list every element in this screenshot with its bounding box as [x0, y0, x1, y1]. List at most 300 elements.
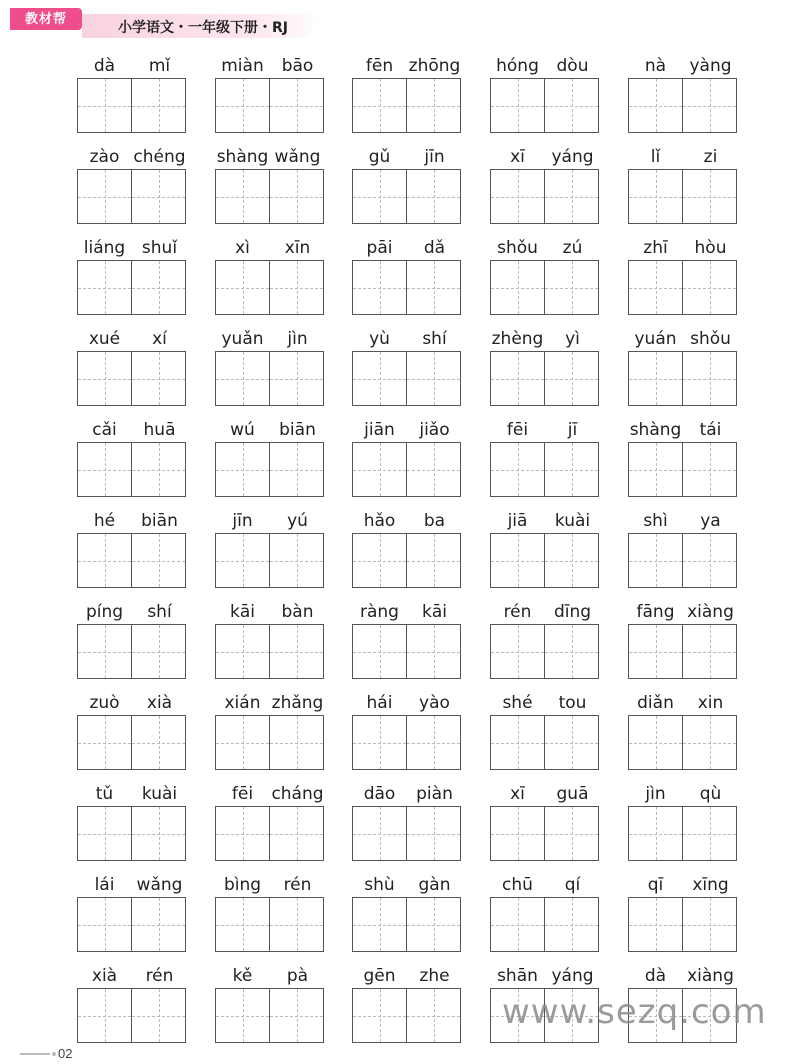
tianzige-box[interactable] [628, 351, 683, 406]
word-cell [628, 782, 738, 862]
word-cell [77, 236, 187, 316]
word-cell [77, 54, 187, 134]
pinyin-syllable: chéng [133, 147, 186, 167]
tianzige-box[interactable] [406, 806, 461, 861]
pinyin-syllable: nà [644, 56, 667, 76]
pinyin-syllable: yì [565, 329, 580, 349]
pinyin-syllable: guā [556, 784, 589, 804]
pinyin-row [215, 145, 325, 169]
pinyin-syllable: xīng [692, 875, 729, 895]
pinyin-syllable: dà [93, 56, 116, 76]
pinyin-syllable: fēn [365, 56, 394, 76]
pinyin-syllable: dǎ [423, 238, 446, 258]
tianzige-box[interactable] [269, 442, 324, 497]
pinyin-row [628, 509, 738, 533]
pinyin-syllable: cǎi [92, 420, 117, 440]
tianzige-box[interactable] [215, 442, 270, 497]
tianzige-box[interactable] [131, 169, 186, 224]
watermark: www.sezq.com [502, 992, 767, 1032]
word-cell [352, 691, 462, 771]
tianzige-box[interactable] [269, 806, 324, 861]
pinyin-row [77, 327, 187, 351]
tianzige-box[interactable] [406, 169, 461, 224]
tianzige-box[interactable] [215, 897, 270, 952]
tianzige-box[interactable] [131, 533, 186, 588]
pinyin-syllable: shàng [216, 147, 269, 167]
word-cell [215, 600, 325, 680]
pinyin-syllable: jìn [287, 329, 308, 349]
word-cell [352, 509, 462, 589]
tianzige-box[interactable] [682, 806, 737, 861]
pinyin-syllable: zào [89, 147, 120, 167]
word-cell [490, 873, 600, 953]
tianzige-box[interactable] [682, 351, 737, 406]
word-cell [77, 327, 187, 407]
tianzige-box[interactable] [406, 78, 461, 133]
pinyin-syllable: zhǎng [271, 693, 324, 713]
pinyin-row [352, 964, 462, 988]
pinyin-syllable: rén [145, 966, 174, 986]
tianzige-box[interactable] [490, 715, 545, 770]
tianzige-box[interactable] [490, 351, 545, 406]
pinyin-syllable: xià [146, 693, 173, 713]
pinyin-syllable: shuǐ [141, 238, 178, 258]
pinyin-syllable: zhèng [491, 329, 544, 349]
pinyin-syllable: yù [369, 329, 390, 349]
word-cell [628, 54, 738, 134]
tianzige-box[interactable] [131, 624, 186, 679]
pinyin-syllable: shé [502, 693, 533, 713]
tianzige-box[interactable] [269, 169, 324, 224]
pinyin-syllable: shí [147, 602, 172, 622]
tianzige-box[interactable] [628, 78, 683, 133]
pinyin-row [352, 782, 462, 806]
tianzige-box[interactable] [269, 624, 324, 679]
word-cell [628, 145, 738, 225]
pinyin-syllable: huā [143, 420, 176, 440]
word-cell [490, 418, 600, 498]
word-cell [215, 873, 325, 953]
pinyin-syllable: qí [564, 875, 581, 895]
pinyin-syllable: hái [366, 693, 393, 713]
pinyin-syllable: xià [91, 966, 118, 986]
tianzige-box[interactable] [406, 897, 461, 952]
pinyin-syllable: rén [503, 602, 532, 622]
pinyin-syllable: zhe [419, 966, 450, 986]
pinyin-row [490, 236, 600, 260]
tianzige-box[interactable] [77, 715, 132, 770]
tianzige-box[interactable] [682, 715, 737, 770]
tianzige-box[interactable] [77, 351, 132, 406]
pinyin-syllable: xīn [284, 238, 311, 258]
word-cell [490, 54, 600, 134]
pinyin-syllable: miàn [221, 56, 264, 76]
pinyin-syllable: píng [85, 602, 124, 622]
pinyin-row [352, 873, 462, 897]
tianzige-box[interactable] [628, 624, 683, 679]
tianzige-box[interactable] [544, 715, 599, 770]
pinyin-syllable: lái [94, 875, 115, 895]
tianzige-box[interactable] [544, 260, 599, 315]
pinyin-row [352, 54, 462, 78]
footer-dot [52, 1052, 56, 1056]
tianzige-box[interactable] [544, 78, 599, 133]
pinyin-row [215, 236, 325, 260]
tianzige-box[interactable] [269, 78, 324, 133]
word-cell [490, 782, 600, 862]
tianzige-box[interactable] [490, 897, 545, 952]
word-cell [215, 327, 325, 407]
pinyin-syllable: dāo [363, 784, 396, 804]
pinyin-syllable: xì [235, 238, 250, 258]
word-cell [490, 600, 600, 680]
tianzige-box[interactable] [131, 442, 186, 497]
tianzige-box[interactable] [352, 442, 407, 497]
pinyin-syllable: piàn [416, 784, 453, 804]
tianzige-box[interactable] [77, 533, 132, 588]
pinyin-row [490, 600, 600, 624]
tianzige-box[interactable] [269, 988, 324, 1043]
pinyin-syllable: zi [703, 147, 718, 167]
pinyin-syllable: shàng [629, 420, 682, 440]
word-cell [628, 418, 738, 498]
tianzige-box[interactable] [215, 624, 270, 679]
tianzige-box[interactable] [352, 351, 407, 406]
tianzige-box[interactable] [131, 897, 186, 952]
tianzige-box[interactable] [544, 624, 599, 679]
tianzige-box[interactable] [77, 806, 132, 861]
tianzige-box[interactable] [490, 260, 545, 315]
pinyin-syllable: tái [699, 420, 722, 440]
pinyin-syllable: kāi [230, 602, 255, 622]
tianzige-box[interactable] [77, 988, 132, 1043]
pinyin-row [215, 691, 325, 715]
tianzige-box[interactable] [490, 533, 545, 588]
pinyin-row [628, 964, 738, 988]
pinyin-syllable: bāo [281, 56, 314, 76]
tianzige-box[interactable] [352, 988, 407, 1043]
tianzige-box[interactable] [131, 715, 186, 770]
word-cell [352, 782, 462, 862]
pinyin-syllable: dà [644, 966, 667, 986]
pinyin-syllable: hóng [496, 56, 539, 76]
word-cell [490, 145, 600, 225]
tianzige-box[interactable] [406, 988, 461, 1043]
tianzige-box[interactable] [490, 78, 545, 133]
pinyin-syllable: kuài [141, 784, 178, 804]
tianzige-box[interactable] [269, 351, 324, 406]
word-cell [215, 145, 325, 225]
pinyin-syllable: pà [286, 966, 309, 986]
pinyin-row [77, 54, 187, 78]
pinyin-syllable: pāi [366, 238, 393, 258]
pinyin-syllable: jiǎo [419, 420, 450, 440]
pinyin-row [490, 54, 600, 78]
pinyin-row [77, 418, 187, 442]
pinyin-row [352, 327, 462, 351]
pinyin-syllable: diǎn [637, 693, 674, 713]
word-cell [352, 236, 462, 316]
pinyin-syllable: xī [510, 147, 525, 167]
word-cell [628, 691, 738, 771]
tianzige-box[interactable] [544, 351, 599, 406]
pinyin-syllable: yuán [634, 329, 677, 349]
tianzige-box[interactable] [215, 715, 270, 770]
tianzige-box[interactable] [77, 624, 132, 679]
pinyin-syllable: yú [287, 511, 308, 531]
page-title: 小学语文・一年级下册・RJ [118, 20, 288, 36]
pinyin-row [215, 873, 325, 897]
word-cell [77, 782, 187, 862]
pinyin-syllable: qī [647, 875, 664, 895]
pinyin-row [628, 600, 738, 624]
pinyin-row [490, 691, 600, 715]
tianzige-box[interactable] [406, 351, 461, 406]
tianzige-box[interactable] [269, 533, 324, 588]
tianzige-box[interactable] [215, 806, 270, 861]
pinyin-row [628, 873, 738, 897]
pinyin-row [215, 782, 325, 806]
pinyin-row [215, 964, 325, 988]
pinyin-row [490, 145, 600, 169]
pinyin-row [77, 691, 187, 715]
tianzige-box[interactable] [682, 78, 737, 133]
word-cell [352, 964, 462, 1044]
pinyin-syllable: zú [562, 238, 583, 258]
pinyin-syllable: hǎo [363, 511, 396, 531]
tianzige-box[interactable] [77, 442, 132, 497]
tianzige-box[interactable] [544, 897, 599, 952]
pinyin-row [215, 600, 325, 624]
pinyin-syllable: zuò [89, 693, 120, 713]
tianzige-box[interactable] [406, 533, 461, 588]
word-cell [77, 509, 187, 589]
pinyin-syllable: xin [697, 693, 724, 713]
tianzige-box[interactable] [628, 442, 683, 497]
pinyin-syllable: xián [224, 693, 261, 713]
word-cell [628, 873, 738, 953]
pinyin-syllable: ba [423, 511, 446, 531]
pinyin-syllable: jìn [645, 784, 666, 804]
tianzige-box[interactable] [352, 715, 407, 770]
pinyin-syllable: lǐ [650, 147, 661, 167]
tianzige-box[interactable] [352, 624, 407, 679]
tianzige-box[interactable] [682, 897, 737, 952]
pinyin-syllable: ràng [360, 602, 399, 622]
tianzige-box[interactable] [131, 806, 186, 861]
word-cell [490, 327, 600, 407]
tianzige-box[interactable] [352, 533, 407, 588]
pinyin-syllable: ya [700, 511, 721, 531]
tianzige-box[interactable] [406, 624, 461, 679]
tianzige-box[interactable] [352, 260, 407, 315]
pinyin-row [352, 418, 462, 442]
pinyin-syllable: shān [497, 966, 538, 986]
word-cell [352, 600, 462, 680]
pinyin-syllable: shù [364, 875, 395, 895]
pinyin-syllable: jiā [507, 511, 528, 531]
pinyin-syllable: zhī [643, 238, 668, 258]
word-cell [77, 600, 187, 680]
pinyin-syllable: shí [422, 329, 447, 349]
tianzige-box[interactable] [682, 624, 737, 679]
pinyin-syllable: jiān [364, 420, 395, 440]
pinyin-syllable: biān [141, 511, 178, 531]
tianzige-box[interactable] [544, 806, 599, 861]
tianzige-box[interactable] [406, 442, 461, 497]
word-cell [490, 509, 600, 589]
word-cell [215, 418, 325, 498]
pinyin-syllable: wǎng [136, 875, 183, 895]
pinyin-row [215, 54, 325, 78]
pinyin-syllable: qù [699, 784, 722, 804]
pinyin-syllable: fāng [636, 602, 675, 622]
tianzige-box[interactable] [215, 260, 270, 315]
word-cell [490, 691, 600, 771]
pinyin-row [628, 782, 738, 806]
pinyin-row [352, 509, 462, 533]
word-cell [628, 600, 738, 680]
tianzige-box[interactable] [628, 806, 683, 861]
pinyin-syllable: zhōng [408, 56, 461, 76]
pinyin-syllable: shǒu [497, 238, 538, 258]
pinyin-row [352, 691, 462, 715]
tianzige-box[interactable] [215, 351, 270, 406]
tianzige-box[interactable] [215, 169, 270, 224]
pinyin-syllable: gēn [363, 966, 396, 986]
tianzige-box[interactable] [628, 169, 683, 224]
pinyin-syllable: tou [558, 693, 587, 713]
word-cell [352, 873, 462, 953]
word-cell [352, 327, 462, 407]
pinyin-syllable: hòu [694, 238, 727, 258]
tianzige-box[interactable] [77, 78, 132, 133]
pinyin-syllable: jī [567, 420, 578, 440]
tianzige-box[interactable] [544, 169, 599, 224]
pinyin-row [77, 236, 187, 260]
tianzige-box[interactable] [490, 442, 545, 497]
pinyin-row [490, 509, 600, 533]
tianzige-box[interactable] [406, 715, 461, 770]
tianzige-box[interactable] [131, 351, 186, 406]
tianzige-box[interactable] [77, 169, 132, 224]
pinyin-syllable: biān [279, 420, 316, 440]
pinyin-row [352, 145, 462, 169]
pinyin-row [490, 873, 600, 897]
word-cell [215, 236, 325, 316]
word-cell [628, 327, 738, 407]
pinyin-syllable: xí [152, 329, 167, 349]
tianzige-box[interactable] [131, 988, 186, 1043]
tianzige-box[interactable] [682, 533, 737, 588]
pinyin-syllable: wú [230, 420, 255, 440]
word-cell [77, 145, 187, 225]
pinyin-syllable: cháng [271, 784, 324, 804]
pinyin-syllable: hé [93, 511, 116, 531]
tianzige-box[interactable] [77, 260, 132, 315]
pinyin-syllable: tǔ [95, 784, 114, 804]
word-cell [77, 418, 187, 498]
pinyin-syllable: liáng [83, 238, 126, 258]
tianzige-box[interactable] [628, 260, 683, 315]
pinyin-row [215, 418, 325, 442]
word-cell [628, 509, 738, 589]
tianzige-box[interactable] [131, 78, 186, 133]
tianzige-box[interactable] [269, 897, 324, 952]
tianzige-box[interactable] [131, 260, 186, 315]
word-cell [215, 509, 325, 589]
pinyin-syllable: xiàng [687, 966, 734, 986]
pinyin-row [628, 327, 738, 351]
pinyin-row [628, 54, 738, 78]
pinyin-syllable: dīng [553, 602, 592, 622]
tianzige-box[interactable] [490, 806, 545, 861]
footer-line [20, 1053, 50, 1055]
tianzige-box[interactable] [352, 897, 407, 952]
pinyin-syllable: yàng [689, 56, 732, 76]
pinyin-row [352, 236, 462, 260]
word-cell [215, 54, 325, 134]
tianzige-box[interactable] [544, 442, 599, 497]
tianzige-box[interactable] [352, 806, 407, 861]
tianzige-box[interactable] [682, 169, 737, 224]
pinyin-row [215, 509, 325, 533]
pinyin-row [628, 145, 738, 169]
word-cell [215, 782, 325, 862]
tianzige-box[interactable] [352, 169, 407, 224]
pinyin-row [628, 236, 738, 260]
pinyin-syllable: kāi [422, 602, 447, 622]
pinyin-syllable: yuǎn [221, 329, 264, 349]
pinyin-row [77, 509, 187, 533]
pinyin-row [77, 873, 187, 897]
pinyin-syllable: xiàng [687, 602, 734, 622]
page-number: 02 [58, 1046, 73, 1061]
tianzige-box[interactable] [490, 624, 545, 679]
tianzige-box[interactable] [490, 169, 545, 224]
tianzige-box[interactable] [215, 78, 270, 133]
pinyin-syllable: jīn [232, 511, 253, 531]
tianzige-box[interactable] [406, 260, 461, 315]
tianzige-box[interactable] [352, 78, 407, 133]
word-cell [628, 236, 738, 316]
pinyin-syllable: xī [510, 784, 525, 804]
pinyin-row [628, 418, 738, 442]
pinyin-row [77, 145, 187, 169]
pinyin-syllable: kuài [554, 511, 591, 531]
word-cell [352, 418, 462, 498]
pinyin-syllable: dòu [556, 56, 589, 76]
word-cell [352, 145, 462, 225]
pinyin-syllable: yào [419, 693, 450, 713]
tianzige-box[interactable] [628, 897, 683, 952]
tianzige-box[interactable] [682, 260, 737, 315]
pinyin-syllable: wǎng [274, 147, 321, 167]
pinyin-row [490, 327, 600, 351]
tianzige-box[interactable] [269, 715, 324, 770]
tianzige-box[interactable] [628, 533, 683, 588]
tianzige-box[interactable] [215, 988, 270, 1043]
tianzige-box[interactable] [269, 260, 324, 315]
tianzige-box[interactable] [215, 533, 270, 588]
tianzige-box[interactable] [628, 715, 683, 770]
tianzige-box[interactable] [544, 533, 599, 588]
word-cell [215, 964, 325, 1044]
tianzige-box[interactable] [682, 442, 737, 497]
tianzige-box[interactable] [77, 897, 132, 952]
pinyin-syllable: fēi [506, 420, 529, 440]
word-cell [490, 236, 600, 316]
